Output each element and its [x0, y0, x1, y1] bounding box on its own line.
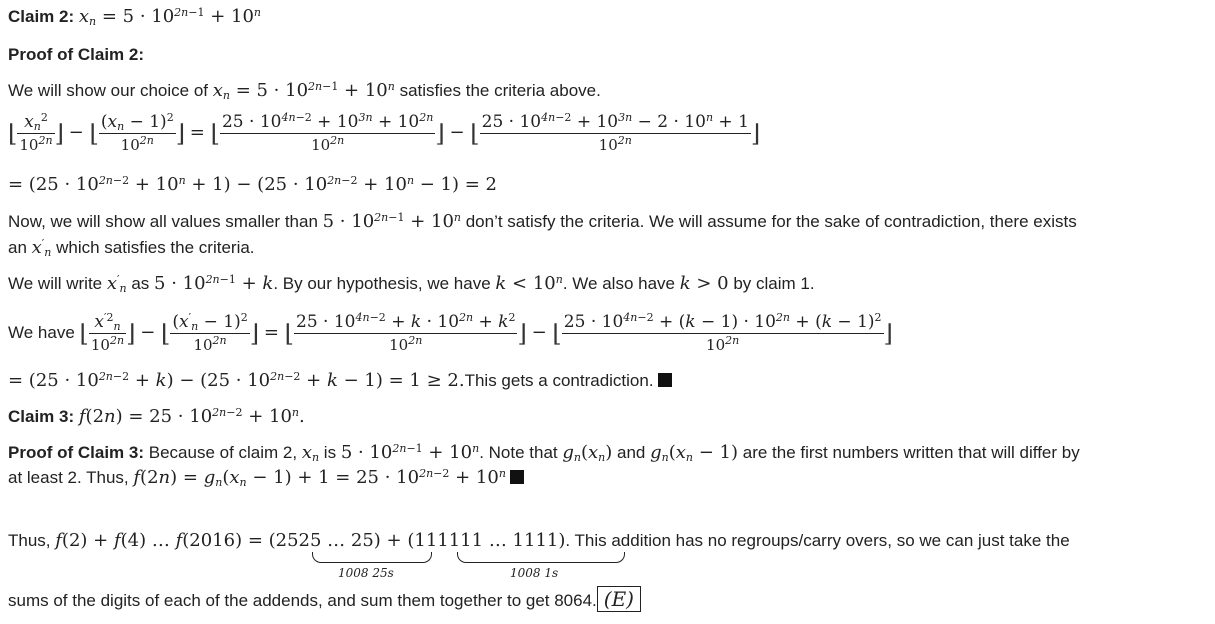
proof-3-t5: are the first numbers written that will differ by — [738, 443, 1080, 462]
underbrace-25s-label: 1008 25s — [338, 566, 394, 580]
final-rest: . This addition has no regroups/carry overs, so we can just take the — [565, 531, 1070, 550]
proof-2-now: Now, we will show all values smaller than $5 \cdot 10^{2n-1} + 10^n$ don’t satisfy the criteria. We will assume for the sake of contradiction, there exists — [8, 211, 1077, 232]
answer-box: (E) — [597, 586, 641, 612]
underbrace-1s — [457, 552, 625, 563]
floor-equation-2-result: = $(25 \cdot 10^{2n-2} + k) - (25 \cdot 10^{2n-2} + k - 1) = 1$ ≥ 2.This gets a contradiction. — [8, 370, 672, 392]
proof-3-line-2: at least 2. Thus, $f(2n) = g_n(x_n - 1) + 1 = 25 \cdot 10^{2n-2} + 10^n$ — [8, 467, 524, 489]
proof-2-now-a: Now, we will show all values smaller than — [8, 212, 323, 231]
proof-3-title: Proof of Claim 3: — [8, 443, 145, 462]
proof-2-now-b: don’t satisfy the criteria. We will assume for the sake of contradiction, there exists — [461, 212, 1077, 231]
claim-2-statement — [8, 6, 261, 28]
proof-3-t4: and — [612, 443, 651, 462]
claim-3-label: Claim 3: — [8, 407, 75, 426]
proof-2-write-e: by claim 1. — [728, 274, 815, 293]
proof-2-write-b: as — [126, 274, 155, 293]
proof-2-intro-a: We will show our choice of — [8, 81, 213, 100]
floor-equation-2: We have ⌊ $\frac{x^{'2}_n}{10^{2n}}$ ⌋ − ⌊ $\frac{(x'_n - 1)^2}{10^{2n}}$ ⌋ = ⌊ $\frac{25 \cdot 10^{4n-2} + k \cdot 10^{2n} + k^2}{10^{2n}}$ ⌋ − ⌊ $\frac{25 \cdot 10^{4n-2} + (k - 1) \cdot 10^{2n} + (k - 1)^2}{10^{2n}}$ ⌋ — [8, 311, 893, 355]
proof-2-intro-b: satisfies the criteria above. — [394, 81, 601, 100]
proof-2-write-c: . By our hypothesis, we have — [273, 274, 496, 293]
contradiction-text: This gets a contradiction. — [464, 371, 654, 390]
proof-3-t2: is — [319, 443, 341, 462]
proof-2-an-a: an — [8, 238, 32, 257]
proof-3-t3: . Note that — [479, 443, 563, 462]
xn-formula: $x_n = 5 \cdot 10^{2n-1} + 10^n$ — [212, 80, 395, 102]
underbrace-1s-label: 1008 1s — [510, 566, 559, 580]
qed-square-icon — [510, 470, 524, 484]
claim-2-formula: $x_n = 5 \cdot 10^{2n-1} + 10^n$ — [78, 6, 262, 28]
final-conclusion — [8, 586, 641, 612]
proof-2-heading — [8, 44, 144, 66]
claim-2-label: Claim 2: — [8, 7, 75, 26]
claim-3-statement: Claim 3: $f(2n) = 25 \cdot 10^{2n-2} + 10^n$. — [8, 406, 305, 427]
proof-2-write: We will write $x'_n$ as $5 \cdot 10^{2n-1} + k$. By our hypothesis, we have $k < 10^n$. We also have k > 0 by claim 1. — [8, 273, 815, 295]
proof-3-t6: at least 2. Thus, — [8, 468, 134, 487]
final-sum-line: Thus, f(2) + f(4) … f(2016) = (2525 … 25) + (111111 … 1111). This addition has no regroups/carry overs, so we can just take the — [8, 530, 1070, 551]
final-sums: sums of the digits of each of the addends, and sum them together to get 8064. — [8, 591, 597, 610]
proof-2-write-a: We will write — [8, 274, 107, 293]
qed-square-icon — [658, 373, 672, 387]
proof-2-an-b: which satisfies the criteria. — [51, 238, 255, 257]
proof-2-write-d: . We also have — [562, 274, 680, 293]
proof-2-an: an $x'_n$ which satisfies the criteria. — [8, 237, 255, 259]
floor-equation-1: ⌊ $\frac{x_n^2}{10^{2n}}$ ⌋ − ⌊ $\frac{(x_n - 1)^2}{10^{2n}}$ ⌋ = ⌊ $\frac{25 \cdot 10^{4n-2} + 10^{3n} + 10^{2n}}{10^{2n}}$ ⌋ − ⌊ $\frac{25 \cdot 10^{4n-2} + 10^{3n} - 2 \cdot 10^n + 1}{10^{2n}}$ ⌋ — [8, 111, 761, 155]
proof-3-t1: Because of claim 2, — [144, 443, 302, 462]
proof-3-line-1: Proof of Claim 3: Because of claim 2, $x_n$ is $5 \cdot 10^{2n-1} + 10^n$. Note that $g_n(x_n)$ and $g_n(x_n - 1)$ are the first numbers written that will differ by — [8, 442, 1080, 464]
we-have-label: We have — [8, 323, 75, 342]
proof-2-title: Proof of Claim 2: — [8, 45, 145, 64]
underbrace-25s — [312, 552, 432, 563]
floor-equation-1-result: = $(25 \cdot 10^{2n-2} + 10^n + 1) - (25 \cdot 10^{2n-2} + 10^n - 1) = 2$ — [8, 174, 498, 195]
proof-2-intro — [8, 80, 601, 102]
final-thus: Thus, — [8, 531, 56, 550]
